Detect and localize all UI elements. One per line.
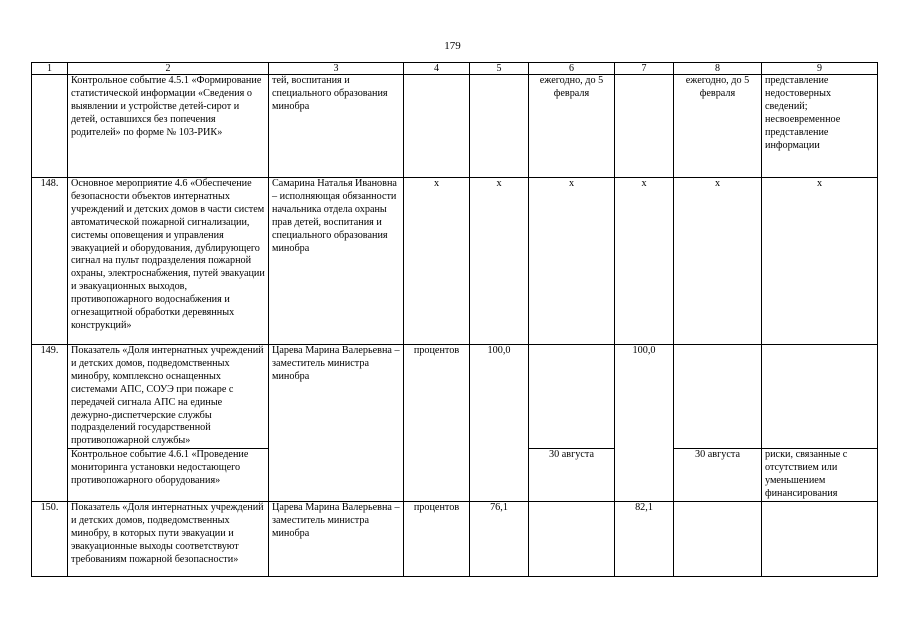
row-risks	[762, 345, 878, 449]
table-row	[32, 345, 878, 449]
row-date-8: x	[674, 178, 762, 345]
row-value-5	[470, 75, 529, 178]
row-responsible: тей, воспитания и специального образования минобра	[269, 75, 404, 178]
row-responsible: Царева Марина Валерьевна – заместитель министра минобра	[269, 345, 404, 502]
row-value-7	[615, 75, 674, 178]
row-value-7: 82,1	[615, 501, 674, 576]
row-value-5: x	[470, 178, 529, 345]
header-col-8: 8	[674, 63, 762, 75]
header-col-6: 6	[529, 63, 615, 75]
row-unit	[404, 75, 470, 178]
row-date-8	[674, 501, 762, 576]
plan-table	[31, 62, 878, 577]
row-value-7: x	[615, 178, 674, 345]
table-row	[32, 501, 878, 576]
row-name: Контрольное событие 4.5.1 «Формирование статистической информации «Сведения о выявлении и устройстве детей-сирот и детей, оставшихся без попечения родителей» по форме № 103-РИК»	[68, 75, 269, 178]
row-name: Контрольное событие 4.6.1 «Проведение мониторинга установки недостающего противопожарного оборудования»	[68, 449, 269, 502]
header-col-1: 1	[32, 63, 68, 75]
row-unit: процентов	[404, 501, 470, 576]
row-unit: процентов	[404, 345, 470, 502]
header-col-7: 7	[615, 63, 674, 75]
header-col-2: 2	[68, 63, 269, 75]
row-date-8: ежегодно, до 5 февраля	[674, 75, 762, 178]
row-number: 150.	[32, 501, 68, 576]
row-name: Показатель «Доля интернатных учреждений и детских домов, подведомственных минобру, комплексно оснащенных системами АПС, СОУЭ при пожаре с передачей сигнала АПС на единые дежурно-диспетчерские службы подразделений государственной противопожарной службы»	[68, 345, 269, 449]
table-row	[32, 75, 878, 178]
row-risks: x	[762, 178, 878, 345]
row-date-6: 30 августа	[529, 449, 615, 502]
row-risks	[762, 501, 878, 576]
header-col-4: 4	[404, 63, 470, 75]
row-date-8	[674, 345, 762, 449]
row-unit: x	[404, 178, 470, 345]
row-name: Показатель «Доля интернатных учреждений и детских домов, подведомственных минобру, в которых пути эвакуации и эвакуационные выходы соответствуют требованиям пожарной безопасности»	[68, 501, 269, 576]
header-col-3: 3	[269, 63, 404, 75]
header-col-5: 5	[470, 63, 529, 75]
row-date-6	[529, 501, 615, 576]
table-row	[32, 178, 878, 345]
row-number	[32, 75, 68, 178]
row-number: 149.	[32, 345, 68, 502]
row-date-6	[529, 345, 615, 449]
row-value-5: 76,1	[470, 501, 529, 576]
header-col-9: 9	[762, 63, 878, 75]
row-responsible: Самарина Наталья Ивановна – исполняющая обязанности начальника отдела охраны прав детей, воспитания и специального образования минобра	[269, 178, 404, 345]
header-row	[32, 63, 878, 75]
row-risks: риски, связанные с отсутствием или уменьшением финансирования	[762, 449, 878, 502]
row-value-5: 100,0	[470, 345, 529, 502]
row-name: Основное мероприятие 4.6 «Обеспечение безопасности объектов интернатных учреждений и детских домов в части систем автоматической пожарной сигнализации, системы оповещения и управления эвакуацией и оборудования, дублирующего сигнал на пульт подразделения пожарной охраны, электроснабжения, путей эвакуации и эвакуационных выходов, противопожарного водоснабжения и огнезащитной обработки деревянных конструкций»	[68, 178, 269, 345]
row-number: 148.	[32, 178, 68, 345]
row-risks: представление недостоверных сведений; несвоевременное представление информации	[762, 75, 878, 178]
row-value-7: 100,0	[615, 345, 674, 502]
row-date-6: x	[529, 178, 615, 345]
row-date-8: 30 августа	[674, 449, 762, 502]
row-date-6: ежегодно, до 5 февраля	[529, 75, 615, 178]
row-responsible: Царева Марина Валерьевна – заместитель министра минобра	[269, 501, 404, 576]
page-number: 179	[444, 40, 461, 52]
